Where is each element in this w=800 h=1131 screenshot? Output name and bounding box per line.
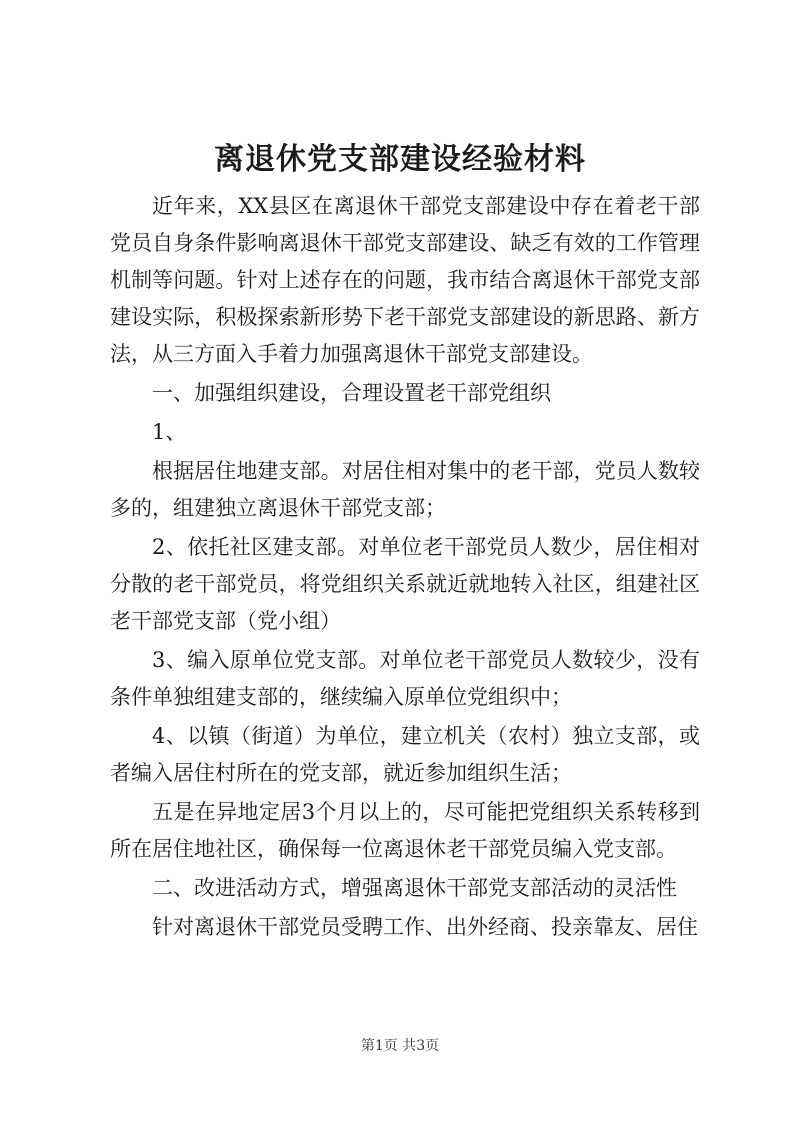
paragraph-item-1: 根据居住地建支部。对居住相对集中的老干部，党员人数较多的，组建独立离退休干部党支部； xyxy=(110,459,700,520)
section-heading-1: 一、加强组织建设，合理设置老干部党组织 xyxy=(152,381,551,405)
document-body xyxy=(110,188,700,948)
paragraph-item-5: 五是在异地定居3个月以上的，尽可能把党组织关系转移到所在居住地社区，确保每一位离退休老干部党员编入党支部。 xyxy=(110,800,700,861)
paragraph-section-2: 针对离退休干部党员受聘工作、出外经商、投亲靠友、居住 xyxy=(152,915,698,939)
paragraph-intro: 近年来，XX县区在离退休干部党支部建设中存在着老干部党员自身条件影响离退休干部党支部建设、缺乏有效的工作管理机制等问题。针对上述存在的问题，我市结合离退休干部党支部建设实际，积极探索新形势下老干部党支部建设的新思路、新方法，从三方面入手着力加强离退休干部党支部建设。 xyxy=(110,194,700,366)
paragraph-item-3: 3、编入原单位党支部。对单位老干部党员人数较少，没有条件单独组建支部的，继续编入原单位党组织中； xyxy=(110,648,700,709)
paragraph-item-4: 4、以镇（街道）为单位，建立机关（农村）独立支部，或者编入居住村所在的党支部，就近参加组织生活； xyxy=(110,724,700,785)
document-title: 离退休党支部建设经验材料 xyxy=(214,142,586,177)
page-footer: 第1页 共3页 xyxy=(360,1038,440,1054)
section-heading-2: 二、改进活动方式，增强离退休干部党支部活动的灵活性 xyxy=(152,876,677,900)
list-number-1: 1、 xyxy=(152,420,187,444)
paragraph-item-2: 2、依托社区建支部。对单位老干部党员人数少，居住相对分散的老干部党员，将党组织关系就近就地转入社区，组建社区老干部党支部（党小组） xyxy=(110,535,700,633)
